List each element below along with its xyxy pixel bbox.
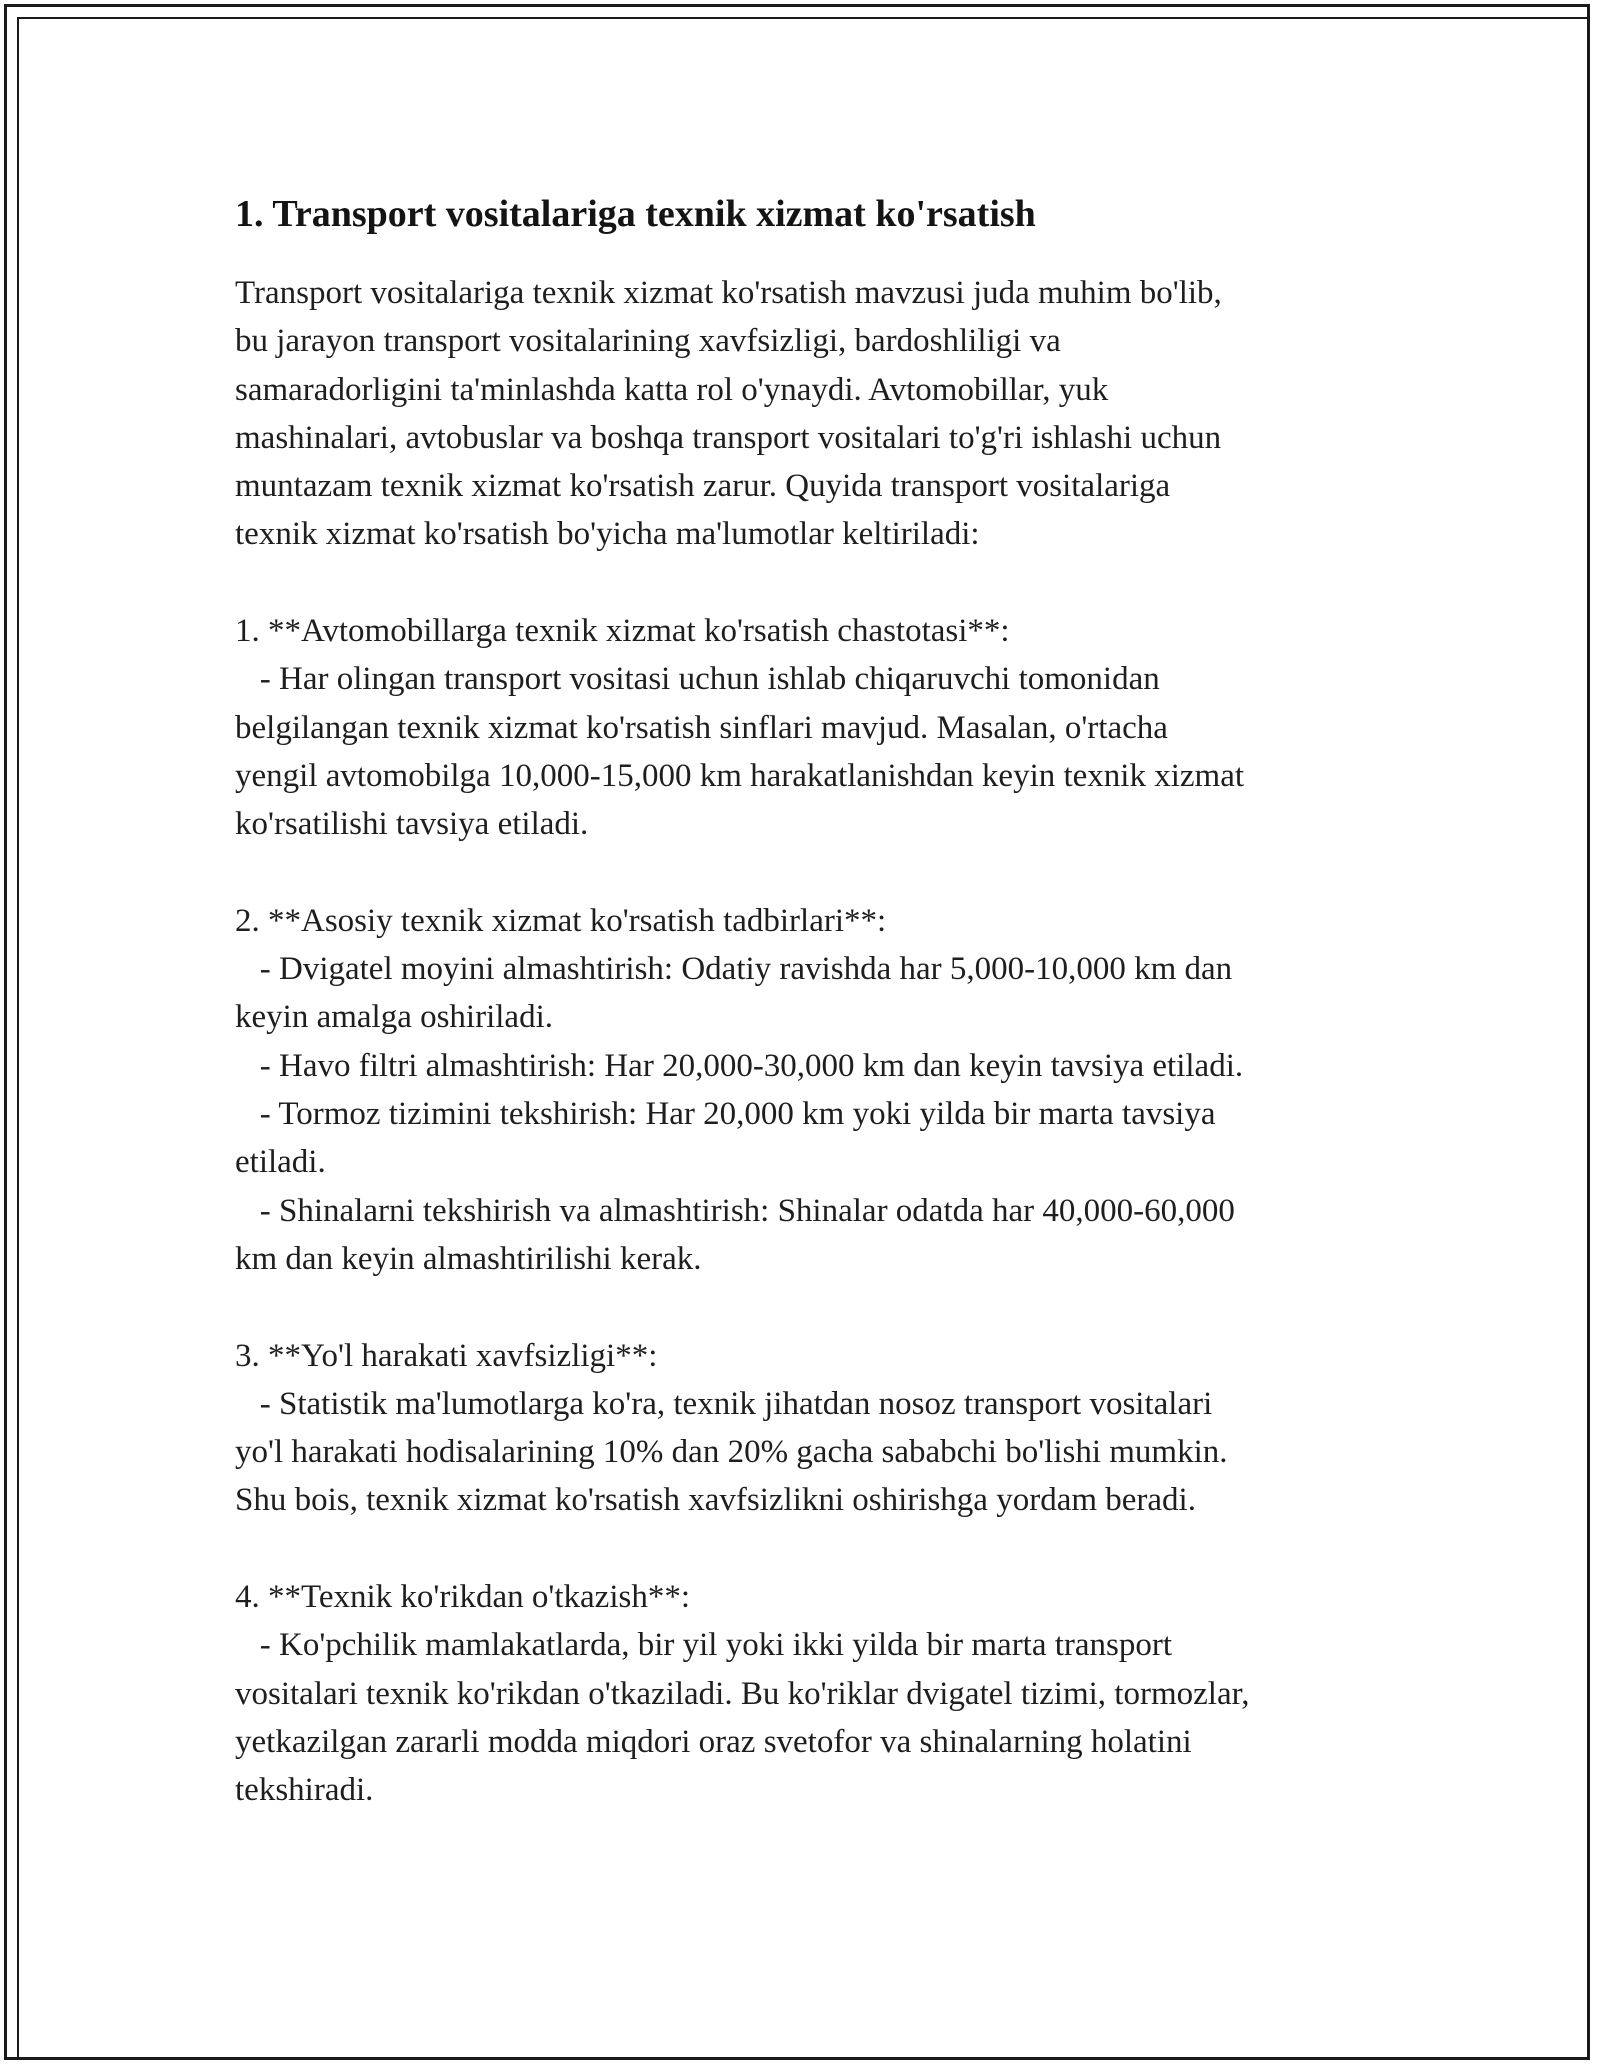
document-title: 1. Transport vositalariga texnik xizmat ko'rsatish (235, 193, 1036, 235)
document-content (235, 185, 1375, 1815)
document-body: Transport vositalariga texnik xizmat ko'rsatish mavzusi juda muhim bo'lib, bu jarayon transport vositalarining xavfsizligi, bardoshliligi va samaradorligini ta'minlashda katta rol o'ynaydi. Avtomobillar, yuk mashinalari, avtobuslar va boshqa transport vositalari to'g'ri ishlashi uchun muntazam texnik xizmat ko'rsatish zarur. Quyida transport vositalariga texnik xizmat ko'rsatish bo'yicha ma'lumotlar keltiriladi: 1. **Avtomobillarga texnik xizmat ko'rsatish chastotasi**: - Har olingan transport vositasi uchun ishlab chiqaruvchi tomonidan belgilangan texnik xizmat ko'rsatish sinflari mavjud. Masalan, o'rtacha yengil avtomobilga 10,000-15,000 km harakatlanishdan keyin texnik xizmat ko'rsatilishi tavsiya etiladi. 2. **Asosiy texnik xizmat ko'rsatish tadbirlari**: - Dvigatel moyini almashtirish: Odatiy ravishda har 5,000-10,000 km dan keyin amalga oshiriladi. - Havo filtri almashtirish: Har 20,000-30,000 km dan keyin tavsiya etiladi. - Tormoz tizimini tekshirish: Har 20,000 km yoki yilda bir marta tavsiya etiladi. - Shinalarni tekshirish va almashtirish: Shinalar odatda har 40,000-60,000 km dan keyin almashtirilishi kerak. 3. **Yo'l harakati xavfsizligi**: - Statistik ma'lumotlarga ko'ra, texnik jihatdan nosoz transport vositalari yo'l harakati hodisalarining 10% dan 20% gacha sababchi bo'lishi mumkin. Shu bois, texnik xizmat ko'rsatish xavfsizlikni oshirishga yordam beradi. 4. **Texnik ko'rikdan o'tkazish**: - Ko'pchilik mamlakatlarda, bir yil yoki ikki yilda bir marta transport vositalari texnik ko'rikdan o'tkaziladi. Bu ko'riklar dvigatel tizimi, tormozlar, yetkazilgan zararli modda miqdori oraz svetofor va shinalarning holatini tekshiradi. (235, 275, 1250, 1809)
